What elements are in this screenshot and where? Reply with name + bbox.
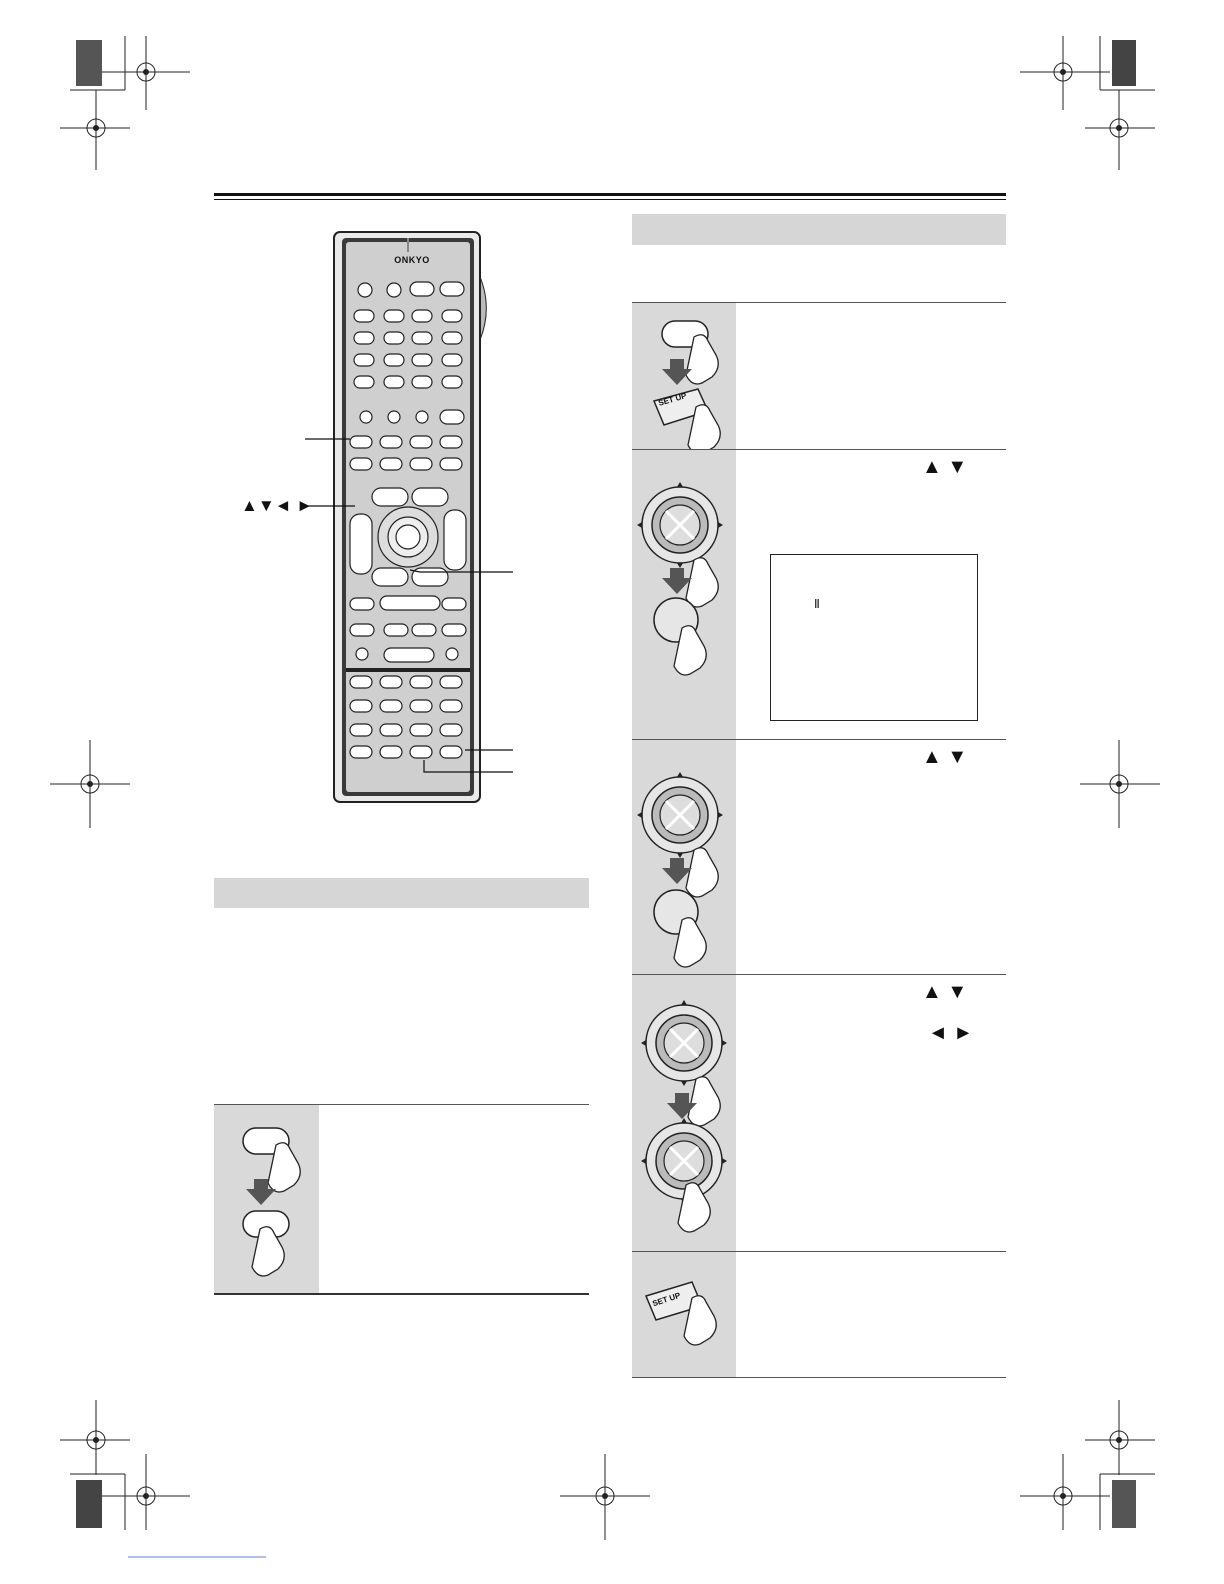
step4-leftright-keys: ◄ ► [928, 1022, 974, 1044]
step4-illustration-panel [632, 975, 736, 1251]
step5-illustration-panel [632, 1252, 736, 1377]
step3-illustration-panel [632, 740, 736, 974]
arrow-keys-label: ▲▼◄ ► [241, 496, 314, 515]
step4-updown-keys: ▲ ▼ [922, 981, 968, 1003]
callout-lines [300, 430, 520, 780]
left-section-heading-band [214, 878, 589, 908]
step1-setup-label: SET UP [657, 391, 688, 408]
step5-bottom-rule [632, 1377, 1006, 1378]
on-screen-display-mark: Ⅱ [814, 597, 820, 611]
left-step-bottom-rule [214, 1293, 589, 1295]
step2-illustration-panel [632, 450, 736, 739]
right-section-heading-band [632, 214, 1006, 245]
step2-arrow-keys: ▲ ▼ [922, 456, 968, 478]
header-rule-thick [214, 193, 1006, 196]
remote-brand: ONKYO [394, 255, 430, 265]
step5-setup-label: SET UP [651, 1290, 682, 1309]
left-step-illustration-panel [214, 1105, 319, 1293]
step1-illustration-panel [632, 303, 736, 450]
header-rule-thin [214, 199, 1006, 200]
on-screen-display-box [770, 554, 978, 721]
step3-arrow-keys: ▲ ▼ [922, 746, 968, 768]
